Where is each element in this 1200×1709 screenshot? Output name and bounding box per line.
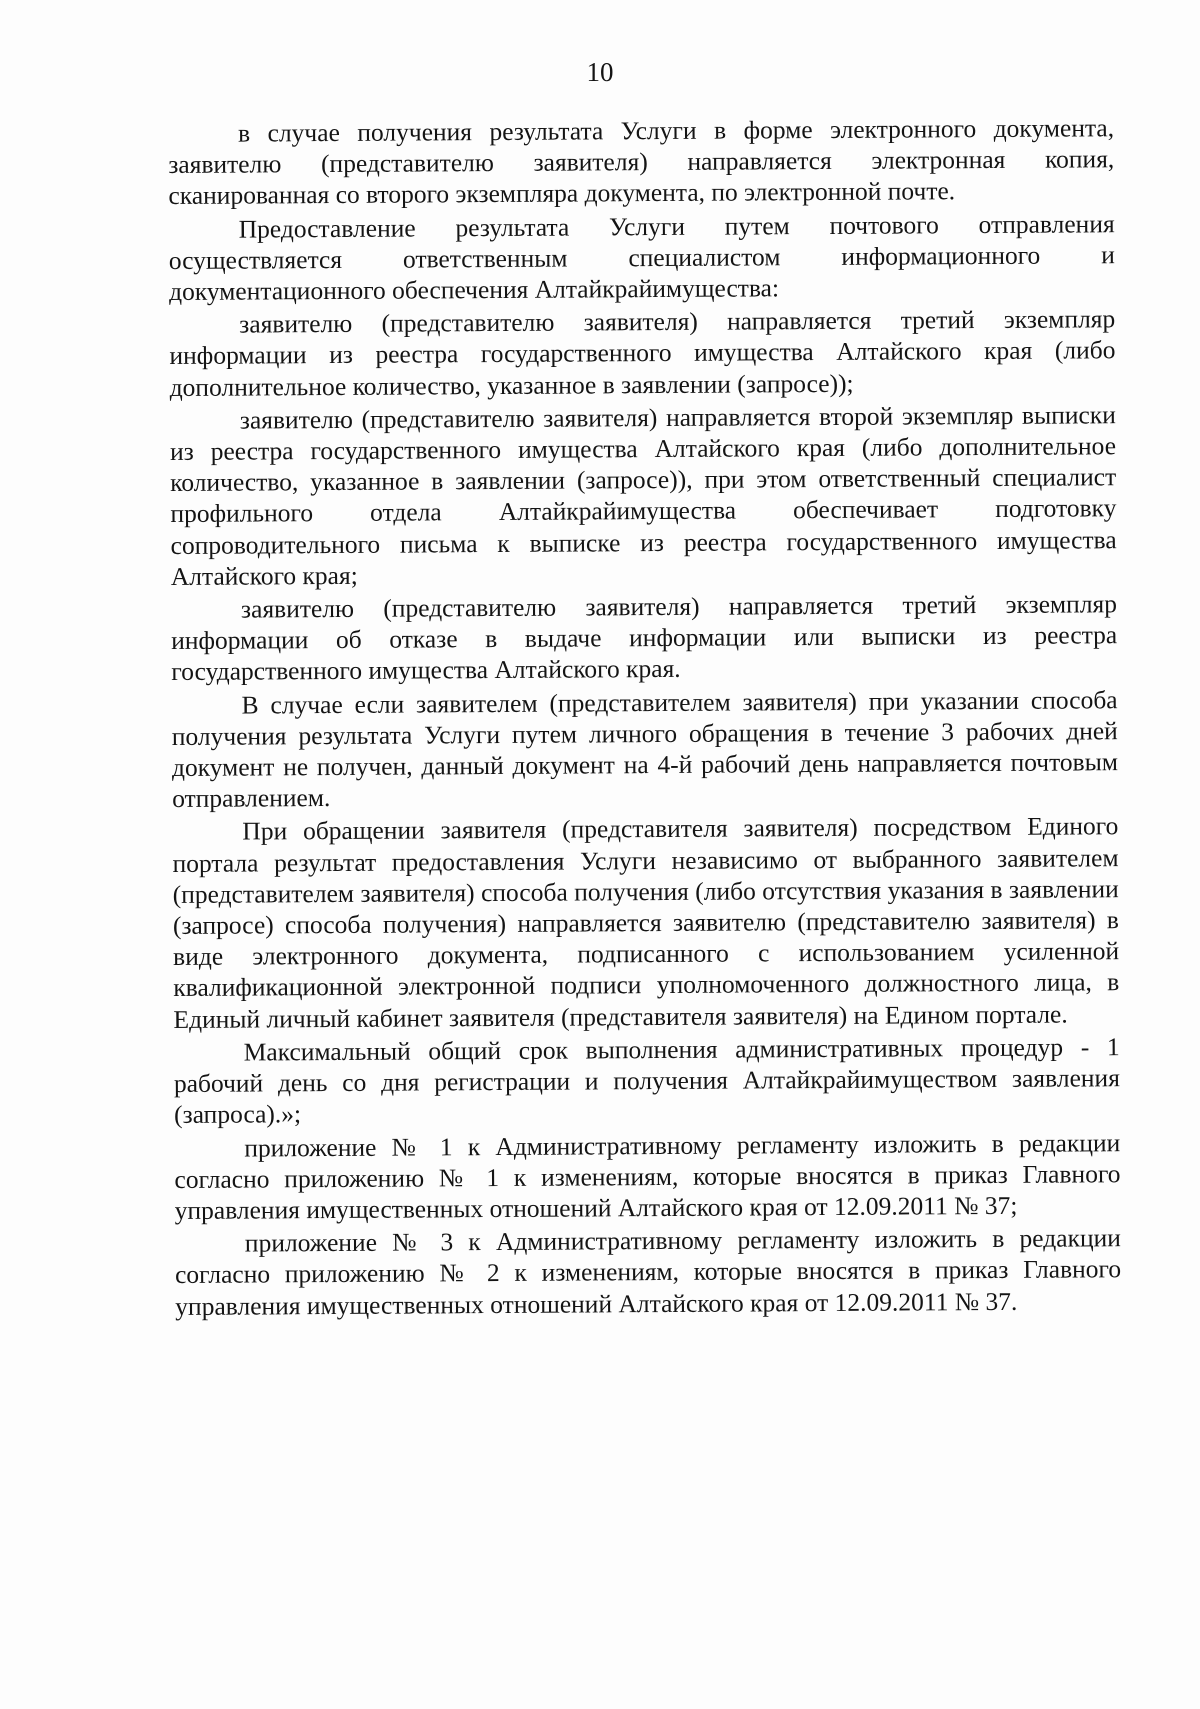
paragraph-not-received: В случае если заявителем (представителем заявителя) при указании способа получения результата Услуги путем личного обращения в течение 3 рабочих дней документ не получен, данный документ на 4-й рабочий день направляется почтовым отправлением.: [171, 684, 1119, 814]
paragraph-extract-second-copy: заявителю (представителю заявителя) направляется второй экземпляр выписки из реестра государственного имущества Алтайского края (либо дополнительное количество, указанное в заявлении (запросе)), при этом ответственный специалист профильного отдела Алтайкрайимущества обеспечивает подготовку сопроводительного письма к выписке из реестра государственного имущества Алтайского края;: [169, 400, 1117, 591]
page-number: 10: [586, 57, 614, 87]
paragraph-electronic-copy: в случае получения результата Услуги в форме электронного документа, заявителю (представителю заявителя) направляется электронная копия, сканированная со второго экземпляра документа, по электронной почте.: [168, 113, 1115, 211]
paragraph-unified-portal: При обращении заявителя (представителя заявителя) посредством Единого портала результат предоставления Услуги независимо от выбранного заявителем (представителем заявителя) способа получения (либо отсутствия указания в заявлении (запросе) способа получения) направляется заявителю (представителю заявителя) в виде электронного документа, подписанного с использованием усиленной квалификационной электронной подписи уполномоченного должностного лица, в Единый личный кабинет заявителя (представителя заявителя) на Едином портале.: [172, 811, 1120, 1034]
paragraph-max-term: Максимальный общий срок выполнения административных процедур - 1 рабочий день со дня регистрации и получения Алтайкрайимуществом заявления (запроса).»;: [173, 1032, 1120, 1130]
document-body: [168, 112, 1121, 1323]
paragraph-postal-delivery: Предоставление результата Услуги путем почтового отправления осуществляется ответственным специалистом информационного и документационного обеспечения Алтайкрайимущества:: [168, 208, 1115, 307]
paragraph-appendix-3: приложение № 3 к Административному регламенту изложить в редакции согласно приложению № 2 к изменениям, которые вносятся в приказ Главного управления имущественных отношений Алтайского края от 12.09.2011 № 37.: [174, 1223, 1122, 1321]
paragraph-appendix-1: приложение № 1 к Административному регламенту изложить в редакции согласно приложению № 1 к изменениям, которые вносятся в приказ Главного управления имущественных отношений Алтайского края от 12.09.2011 № 37;: [174, 1127, 1121, 1225]
paragraph-information-third-copy: заявителю (представителю заявителя) направляется третий экземпляр информации из реестра государственного имущества Алтайского края (либо дополнительное количество, указанное в заявлении (запросе));: [169, 304, 1116, 402]
paragraph-refusal-third-copy: заявителю (представителю заявителя) направляется третий экземпляр информации об отказе в выдаче информации или выписки из реестра государственного имущества Алтайского края.: [171, 589, 1118, 687]
